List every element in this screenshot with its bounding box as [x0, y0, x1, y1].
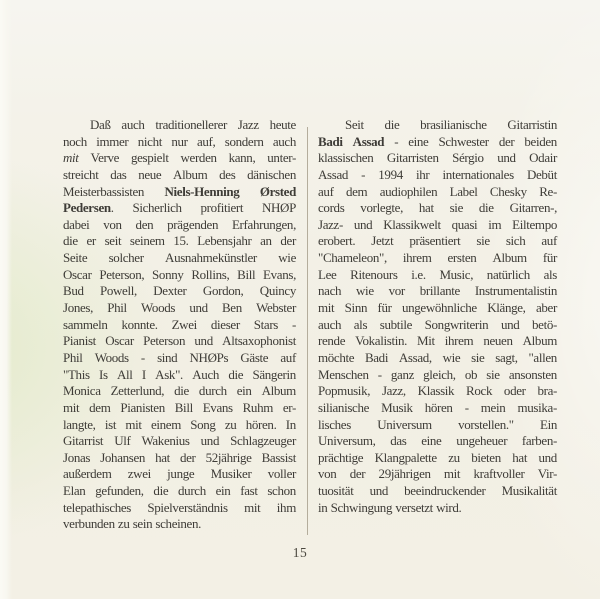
text-line: Seit die brasilianische Gitarristin: [345, 117, 557, 132]
text-line: die er seit seinem 15. Lebensjahr an der: [63, 233, 296, 249]
text-line: von der 29jährigen mit kraftvoller Vir-: [318, 466, 557, 482]
text-line: verbunden zu sein scheinen.: [63, 516, 202, 532]
text-line: mit Sinn für ungewöhnliche Klänge, aber: [318, 300, 557, 316]
text-line: Menschen - ganz gleich, ob sie ansonsten: [318, 366, 557, 382]
text-line: mit dem Pianisten Bill Evans Ruhm er-: [63, 399, 296, 415]
text-line: sammeln konnte. Zwei dieser Stars -: [63, 316, 296, 332]
text-line: klassischen Gitarristen Sérgio und Odair: [318, 150, 557, 166]
text-line: noch immer nicht nur auf, sondern auch: [63, 133, 296, 149]
text-line: Phil Woods - sind NHØPs Gäste auf: [63, 349, 296, 365]
text-line: Monica Zetterlund, die durch ein Album: [63, 383, 296, 399]
text-line: streicht das neue Album des dänischen: [63, 166, 296, 182]
text-line: silianische Musik hören - mein musika-: [318, 399, 557, 415]
text-line: in Schwingung versetzt wird.: [318, 499, 462, 515]
text-line: "This Is All I Ask". Auch die Sängerin: [63, 366, 296, 382]
text-line: tuosität und beeindruckender Musikalität: [318, 483, 557, 499]
text-line: prächtige Klangpalette zu bieten hat und: [318, 449, 557, 465]
text-line: Oscar Peterson, Sonny Rollins, Bill Evans,: [63, 266, 296, 282]
text-line: dabei von den prägenden Erfahrungen,: [63, 216, 296, 232]
text-line: Badi Assad - eine Schwester der beiden: [318, 133, 557, 149]
column-divider: [307, 127, 308, 535]
text-line: lisches Universum vorstellen." Ein: [318, 416, 557, 432]
text-line: langte, ist mit einem Song zu hören. In: [63, 416, 296, 432]
text-line: Elan gefunden, die durch ein fast schon: [63, 483, 296, 499]
text-line: Seite solcher Ausnahmekünstler wie: [63, 250, 296, 266]
text-line: Meisterbassisten Niels-Henning Ørsted: [63, 183, 296, 199]
text-line: Gitarrist Ulf Wakenius und Schlagzeuger: [63, 433, 296, 449]
text-line: "Chameleon", ihrem ersten Album für: [318, 250, 557, 266]
text-line: Jonas Johansen hat der 52jährige Bassist: [63, 449, 296, 465]
text-line: erobert. Jetzt präsentiert sie sich auf: [318, 233, 557, 249]
text-line: rende Vokalistin. Mit ihrem neuen Album: [318, 333, 557, 349]
left-column-text: [63, 117, 296, 533]
right-column-text: [318, 117, 557, 516]
text-line: außerdem zwei junge Musiker voller: [63, 466, 296, 482]
text-line: Assad - 1994 ihr internationales Debüt: [318, 166, 557, 182]
text-line: nach wie vor brillante Instrumentalistin: [318, 283, 557, 299]
text-line: Pianist Oscar Peterson und Altsaxophonist: [63, 333, 296, 349]
text-line: cords vorlegte, hat sie die Gitarren-,: [318, 200, 557, 216]
text-line: mit Verve gespielt werden kann, unter-: [63, 150, 296, 166]
text-line: Universum, das eine ungeheuer farben-: [318, 433, 557, 449]
page-number: 15: [292, 545, 308, 560]
text-line: Jazz- und Klassikwelt quasi im Eiltempo: [318, 216, 557, 232]
text-line: möchte Badi Assad, wie sie sagt, "allen: [318, 349, 557, 365]
text-line: auch als subtile Songwriterin und betö-: [318, 316, 557, 332]
text-line: Jones, Phil Woods und Ben Webster: [63, 300, 296, 316]
text-line: auf dem audiophilen Label Chesky Re-: [318, 183, 557, 199]
page-fold-shadow: [0, 0, 12, 599]
text-line: Daß auch traditionellerer Jazz heute: [90, 117, 296, 132]
text-line: Lee Ritenours i.e. Music, natürlich als: [318, 266, 557, 282]
text-line: Popmusik, Jazz, Klassik Rock oder bra-: [318, 383, 557, 399]
text-line: telepathisches Spielverständnis mit ihm: [63, 499, 296, 515]
text-line: Pedersen. Sicherlich profitiert NHØP: [63, 200, 296, 216]
text-line: Bud Powell, Dexter Gordon, Quincy: [63, 283, 296, 299]
